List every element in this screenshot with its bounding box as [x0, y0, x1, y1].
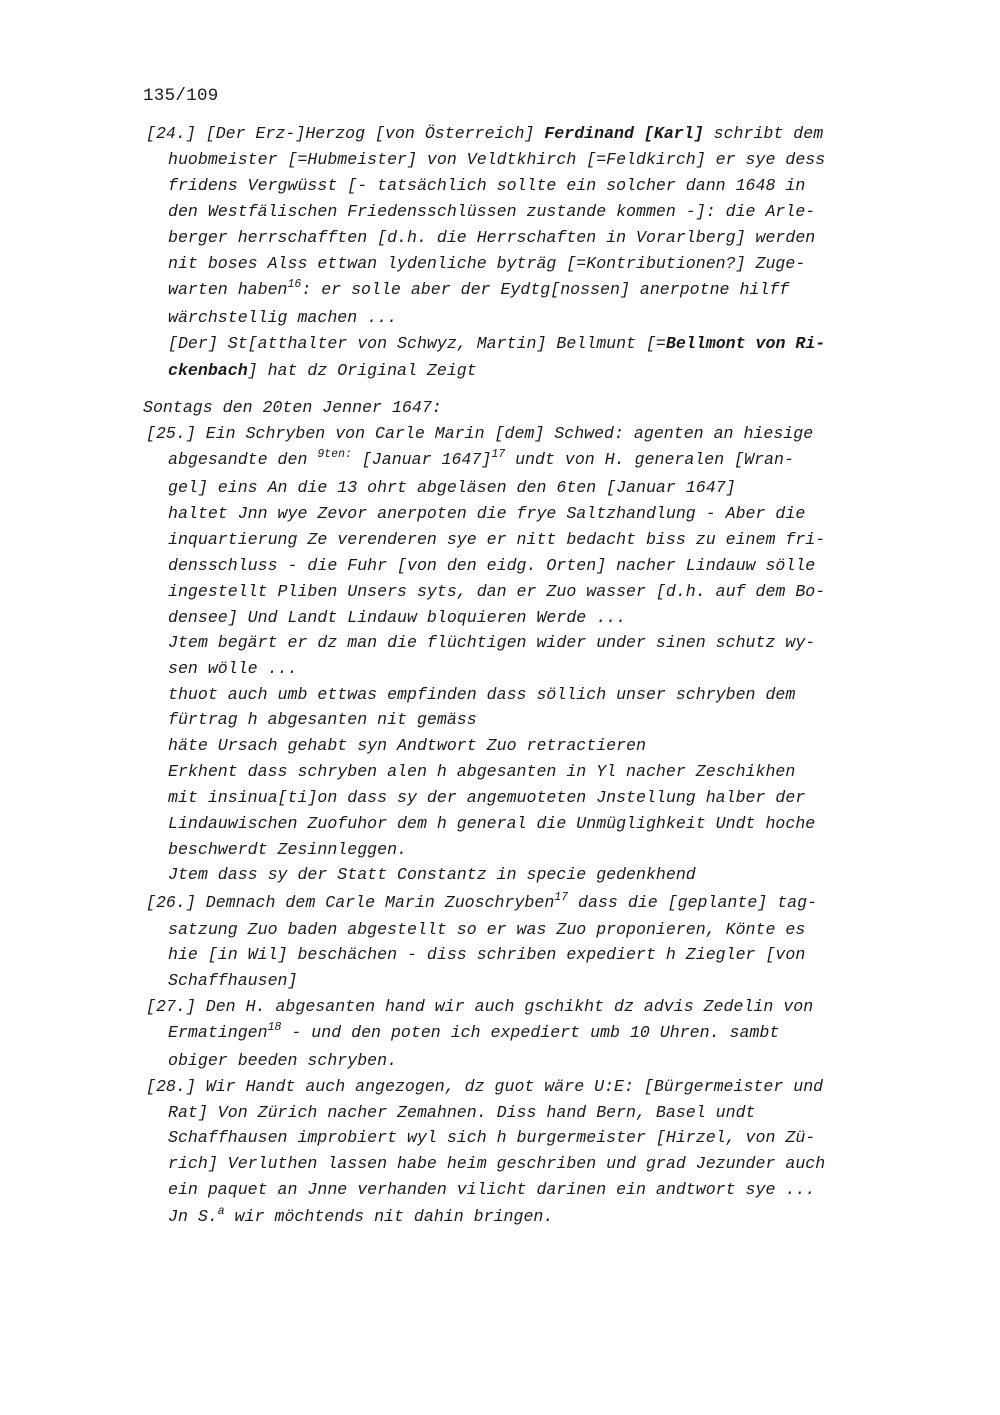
text-segment: [27.] Den H. abgesanten hand wir auch gschikht dz advis Zedelin von — [146, 997, 814, 1016]
text-line — [168, 584, 825, 601]
text-segment: ingestellt Pliben Unsers syts, dan er Zuo wasser [d.h. auf dem Bo- — [168, 582, 826, 601]
text-segment: Sontags den 20ten Jenner 1647: — [143, 398, 442, 417]
text-line — [168, 712, 477, 729]
text-line — [146, 891, 818, 912]
text-segment: inquartierung Ze verenderen sye er nitt bedacht biss zu einem fri- — [168, 530, 826, 549]
text-line — [168, 1021, 780, 1042]
text-segment: thuot auch umb ettwas empfinden dass söllich unser schryben dem — [168, 685, 796, 704]
text-line — [143, 400, 442, 417]
footnote-marker: a — [217, 1205, 225, 1218]
text-line — [168, 310, 397, 327]
text-segment: Ermatingen — [168, 1023, 268, 1042]
text-segment: wärchstellig machen ... — [168, 308, 398, 327]
text-line — [168, 178, 805, 195]
text-segment: - und den poten ich expediert umb 10 Uhren. sambt — [281, 1023, 780, 1042]
text-segment: [Januar 1647] — [351, 450, 492, 469]
bold-name: ckenbach — [168, 361, 248, 380]
text-segment: haltet Jnn wye Zevor anerpoten die frye Saltzhandlung - Aber die — [168, 504, 806, 523]
text-segment: nit boses Alss ettwan lydenliche byträg [=Kontributionen?] Zuge- — [168, 254, 806, 273]
text-segment: undt von H. generalen [Wran- — [505, 450, 794, 469]
text-segment: fürtrag h abgesanten nit gemäss — [168, 710, 477, 729]
text-line — [168, 480, 736, 497]
text-segment: sen wölle ... — [168, 659, 298, 678]
text-segment: den Westfälischen Friedensschlüssen zustande kommen -]: die Arle- — [168, 202, 816, 221]
text-segment: berger herrschafften [d.h. die Herrschaften in Vorarlberg] werden — [168, 228, 816, 247]
text-segment: rich] Verluthen lassen habe heim geschriben und grad Jezunder auch — [168, 1154, 826, 1173]
text-segment: Jtem begärt er dz man die flüchtigen wider under sinen schutz wy- — [168, 633, 816, 652]
text-line — [168, 790, 805, 807]
text-segment: densschluss - die Fuhr [von den eidg. Orten] nacher Lindauw sölle — [168, 556, 816, 575]
footnote-marker: 17 — [554, 891, 569, 904]
text-segment: dass die [geplante] tag- — [568, 893, 818, 912]
text-segment: ein paquet an Jnne verhanden vilicht darinen ein andtwort sye ... — [168, 1180, 816, 1199]
text-line — [146, 1079, 823, 1096]
text-line — [168, 635, 815, 652]
text-line — [168, 278, 790, 299]
text-line — [168, 661, 297, 678]
text-line — [146, 426, 813, 443]
text-line — [168, 922, 805, 939]
text-segment: ] hat dz Original Zeigt — [247, 361, 477, 380]
text-segment: [28.] Wir Handt auch angezogen, dz guot wäre U:E: [Bürgermeister und — [146, 1077, 824, 1096]
text-line — [168, 687, 795, 704]
text-segment: gel] eins An die 13 ohrt abgeläsen den 6ten [Januar 1647] — [168, 478, 736, 497]
text-segment: Rat] Von Zürich nacher Zemahnen. Diss hand Bern, Basel undt — [168, 1103, 756, 1122]
text-line — [168, 336, 825, 353]
text-line — [168, 1182, 815, 1199]
text-segment: [26.] Demnach dem Carle Marin Zuoschryben — [146, 893, 555, 912]
text-segment: Jtem dass sy der Statt Constantz in specie gedenkhend — [168, 865, 696, 884]
text-segment: schribt dem — [703, 124, 824, 143]
text-segment: satzung Zuo baden abgestellt so er was Zuo proponieren, Könte es — [168, 920, 806, 939]
text-line — [168, 947, 805, 964]
text-line — [168, 867, 696, 884]
text-line — [168, 816, 815, 833]
text-line — [168, 204, 815, 221]
footnote-marker: 18 — [267, 1021, 282, 1034]
text-line — [168, 973, 297, 990]
text-line — [168, 532, 825, 549]
text-line — [168, 738, 646, 755]
text-line — [168, 1130, 815, 1147]
text-line — [168, 152, 825, 169]
bold-name: Ferdinand [Karl] — [544, 124, 704, 143]
text-line — [146, 126, 823, 143]
text-segment: mit insinua[ti]on dass sy der angemuoteten Jnstellung halber der — [168, 788, 806, 807]
footnote-marker: 17 — [491, 448, 506, 461]
text-segment: [Der] St[atthalter von Schwyz, Martin] Bellmunt [= — [168, 334, 666, 353]
text-line — [146, 999, 813, 1016]
text-segment: beschwerdt Zesinnleggen. — [168, 840, 407, 859]
text-line — [168, 448, 794, 469]
text-segment: Erkhent dass schryben alen h abgesanten in Yl nacher Zeschikhen — [168, 762, 796, 781]
text-line — [168, 1205, 554, 1226]
text-segment: fridens Vergwüsst [- tatsächlich sollte ein solcher dann 1648 in — [168, 176, 806, 195]
text-line — [168, 842, 407, 859]
text-segment: [24.] [Der Erz-]Herzog [von Österreich] — [146, 124, 545, 143]
page-number: 135/109 — [143, 86, 219, 106]
text-line — [168, 1053, 397, 1070]
text-line — [168, 506, 805, 523]
text-segment: Schaffhausen] — [168, 971, 298, 990]
text-line — [168, 558, 815, 575]
text-line — [168, 610, 626, 627]
text-segment: Jn S. — [168, 1207, 218, 1226]
text-segment: Schaffhausen improbiert wyl sich h burgermeister [Hirzel, von Zü- — [168, 1128, 816, 1147]
text-line — [168, 1105, 756, 1122]
text-segment: huobmeister [=Hubmeister] von Veldtkhirch [=Feldkirch] er sye dess — [168, 150, 826, 169]
text-segment: : er solle aber der Eydtg[nossen] anerpotne hilff — [301, 280, 790, 299]
text-segment: häte Ursach gehabt syn Andtwort Zuo retractieren — [168, 736, 646, 755]
text-segment: Lindauwischen Zuofuhor dem h general die Unmüglighkeit Undt hoche — [168, 814, 816, 833]
text-line — [168, 363, 477, 380]
text-segment: hie [in Wil] beschächen - diss schriben expediert h Ziegler [von — [168, 945, 806, 964]
text-line — [168, 1156, 825, 1173]
footnote-marker: 9ten: — [317, 448, 352, 461]
text-line — [168, 230, 815, 247]
text-segment: abgesandte den — [168, 450, 318, 469]
text-segment: [25.] Ein Schryben von Carle Marin [dem] Schwed: agenten an hiesige — [146, 424, 814, 443]
text-line — [168, 256, 805, 273]
text-line — [168, 764, 795, 781]
text-segment: densee] Und Landt Lindauw bloquieren Werde ... — [168, 608, 627, 627]
text-segment: obiger beeden schryben. — [168, 1051, 398, 1070]
text-segment: warten haben — [168, 280, 288, 299]
bold-name: Bellmont von Ri- — [665, 334, 826, 353]
text-segment: wir möchtends nit dahin bringen. — [224, 1207, 554, 1226]
footnote-marker: 16 — [287, 278, 302, 291]
